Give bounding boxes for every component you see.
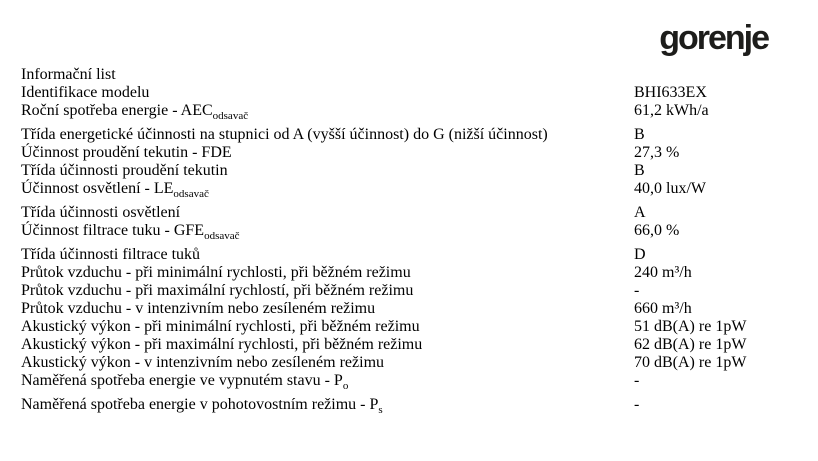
spec-value: B [634, 126, 645, 143]
spec-label: Průtok vzduchu - v intenzivním nebo zesíleném režimu [21, 300, 376, 317]
spec-row [21, 336, 810, 354]
spec-label: Naměřená spotřeba energie v pohotovostním režimu - P [21, 396, 379, 413]
spec-row [21, 372, 810, 390]
spec-row [21, 144, 810, 162]
spec-row [21, 204, 810, 222]
spec-row [21, 318, 810, 336]
spec-label: Akustický výkon - při minimální rychlosti, při běžném režimu [21, 318, 420, 335]
spec-value: 240 m³/h [634, 264, 692, 281]
spec-label: Účinnost filtrace tuku - GFE [21, 222, 205, 239]
spec-label: Identifikace modelu [21, 84, 150, 101]
spec-value: BHI633EX [634, 84, 707, 101]
spec-value: - [634, 282, 640, 299]
gorenje-logo: gorenje [659, 19, 768, 57]
spec-row [21, 126, 810, 144]
spec-value: 40,0 lux/W [634, 180, 706, 197]
spec-label-subscript: odsavač [173, 188, 209, 200]
spec-label: Průtok vzduchu - při minimální rychlosti, při běžném režimu [21, 264, 411, 281]
spec-label-subscript: odsavač [212, 110, 249, 122]
spec-label-subscript: o [342, 380, 349, 392]
spec-value: 66,0 % [634, 222, 680, 239]
spec-label: Účinnost proudění tekutin - FDE [21, 144, 232, 161]
spec-value: D [634, 246, 646, 263]
spec-value: 61,2 kWh/a [634, 102, 709, 119]
spec-label: Účinnost osvětlení - LE [21, 180, 174, 197]
spec-row [21, 84, 810, 102]
spec-row [21, 300, 810, 318]
spec-row [21, 354, 810, 372]
spec-row [21, 396, 810, 414]
spec-label-subscript: odsavač [204, 230, 240, 242]
spec-label-subscript: s [378, 404, 383, 416]
spec-value: 62 dB(A) re 1pW [634, 336, 747, 353]
spec-row [21, 66, 810, 84]
spec-label: Akustický výkon - v intenzivním nebo zesíleném režimu [21, 354, 385, 371]
spec-value: A [634, 204, 646, 221]
spec-value: 51 dB(A) re 1pW [634, 318, 747, 335]
spec-label: Naměřená spotřeba energie ve vypnutém stavu - P [21, 372, 343, 389]
spec-row [21, 222, 810, 240]
spec-label: Roční spotřeba energie - AEC [21, 102, 213, 119]
spec-row [21, 264, 810, 282]
spec-row [21, 162, 810, 180]
spec-value: B [634, 162, 645, 179]
spec-row [21, 246, 810, 264]
spec-table [21, 66, 810, 420]
spec-label: Informační list [21, 66, 116, 83]
spec-label: Třída účinnosti osvětlení [21, 204, 181, 221]
spec-row [21, 102, 810, 120]
spec-row [21, 180, 810, 198]
spec-label: Třída energetické účinnosti na stupnici od A (vyšší účinnost) do G (nižší účinnost) [21, 126, 548, 143]
spec-row [21, 282, 810, 300]
spec-label: Třída účinnosti proudění tekutin [21, 162, 228, 179]
spec-value: 70 dB(A) re 1pW [634, 354, 747, 371]
spec-label: Třída účinnosti filtrace tuků [21, 246, 201, 263]
spec-value: - [634, 396, 640, 413]
spec-label: Průtok vzduchu - při maximální rychlostí, při běžném režimu [21, 282, 414, 299]
spec-value: 27,3 % [634, 144, 680, 161]
spec-label: Akustický výkon - při maximální rychlosti, při běžném režimu [21, 336, 423, 353]
spec-value: 660 m³/h [634, 300, 692, 317]
spec-value: - [634, 372, 640, 389]
